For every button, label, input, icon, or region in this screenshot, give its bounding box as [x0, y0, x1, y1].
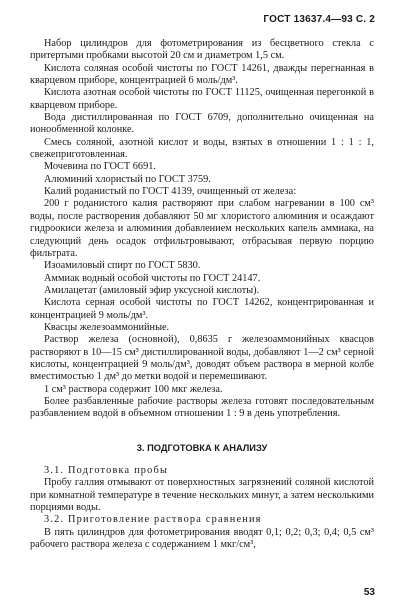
page-number: 53	[363, 587, 375, 598]
subsection-heading: 3.1. Подготовка пробы	[44, 465, 169, 476]
paragraph: Кислота азотная особой чистоты по ГОСТ 11125, очищенная перегонкой в кварцевом приборе.	[30, 87, 374, 111]
paragraph: Вода дистиллированная по ГОСТ 6709, дополнительно очищенная на ионообменной колонке.	[30, 112, 374, 136]
section-heading: 3. ПОДГОТОВКА К АНАЛИЗУ	[136, 442, 268, 453]
paragraph: Пробу галлия отмывают от поверхностных загрязнений соляной кислотой при комнатной температуре в течение нескольких минут, а затем несколькими порциями воды.	[30, 477, 374, 514]
paragraph: 200 г роданистого калия растворяют при слабом нагревании в 100 см³ воды, после растворения добавляют 50 мг хлористого алюминия и осаждают гидроокиси железа и алюминия добавлением нескольких капель аммиака, на следующий день осадок отфильтровывают, отбрасывая первую порцию фильтрата.	[30, 198, 374, 259]
paragraph: Кислота соляная особой чистоты по ГОСТ 14261, дважды перегнанная в кварцевом приборе, концентрацией 6 моль/дм³.	[30, 62, 374, 87]
paragraph: Раствор железа (основной), 0,8635 г железоаммонийных квасцов растворяют в 10—15 см³ дистиллированной воды, добавляют 1—2 см³ серной кислоты, концентрацией 9 моль/дм³, доводят объем раствора в мерной колбе вместимостью 1 дм³ до метки водой и перемешивают.	[30, 334, 374, 383]
paragraph: Более разбавленные рабочие растворы железа готовят последовательным разбавлением водой в объемном отношении 1 : 9 в день употребления.	[30, 395, 374, 420]
paragraph: Аммиак водный особой чистоты по ГОСТ 24147.	[44, 272, 261, 284]
paragraph: Алюминий хлористый по ГОСТ 3759.	[44, 173, 211, 185]
paragraph: Амилацетат (амиловый эфир уксусной кислоты).	[44, 284, 260, 296]
paragraph: Калий роданистый по ГОСТ 4139, очищенный от железа:	[44, 186, 297, 198]
paragraph: В пять цилиндров для фотометрирования вводят 0,1; 0,2; 0,3; 0,4; 0,5 см³ рабочего раствора железа с содержанием 1 мкг/см³,	[30, 526, 374, 551]
paragraph: Изоамиловый спирт по ГОСТ 5830.	[44, 260, 201, 272]
paragraph: Квасцы железоаммонийные.	[44, 321, 170, 333]
paragraph: Мочевина по ГОСТ 6691.	[44, 161, 156, 173]
running-header: ГОСТ 13637.4—93 С. 2	[263, 14, 375, 25]
paragraph: Смесь соляной, азотной кислот и воды, взятых в отношении 1 : 1 : 1, свежеприготовленная.	[30, 136, 374, 161]
document-body	[30, 38, 374, 551]
paragraph: Кислота серная особой чистоты по ГОСТ 14262, концентрированная и концентрацией 9 моль/дм³.	[30, 297, 374, 321]
paragraph: Набор цилиндров для фотометрирования из бесцветного стекла с притертыми пробками высотой 20 см и диаметром 1,5 см.	[30, 38, 374, 62]
paragraph: 1 см³ раствора содержит 100 мкг железа.	[44, 383, 223, 395]
subsection-heading: 3.2. Приготовление раствора сравнения	[44, 514, 262, 526]
